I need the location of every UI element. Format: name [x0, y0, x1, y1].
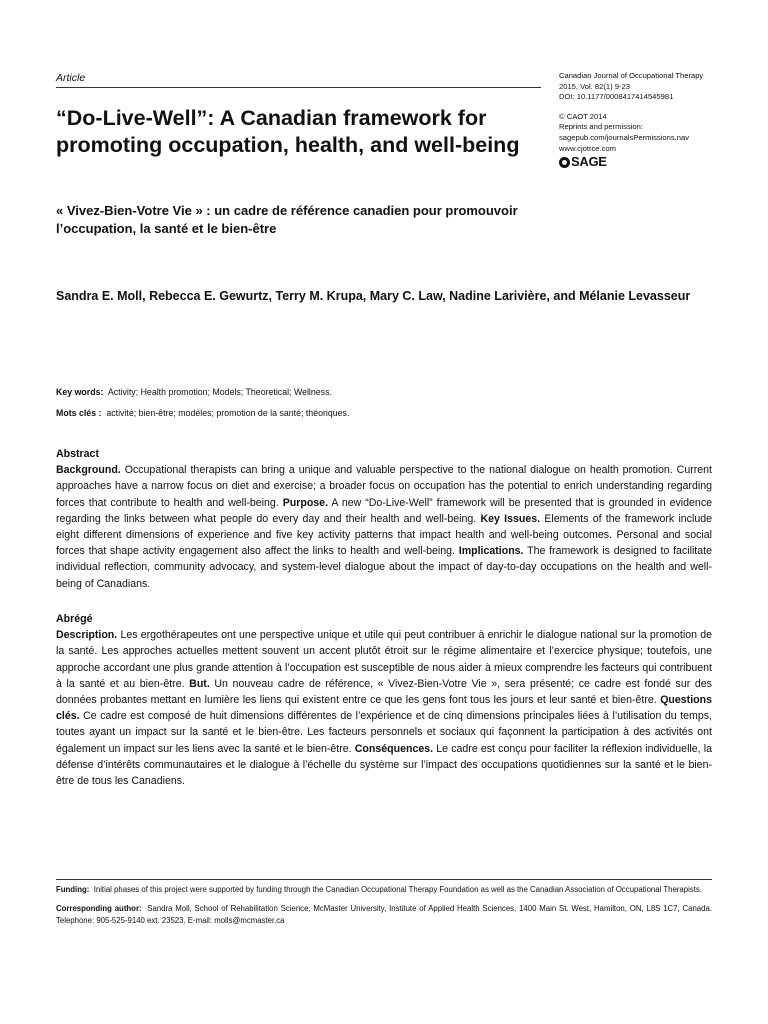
article-title: “Do-Live-Well”: A Canadian framework for promoting occupation, health, and well-being [56, 106, 520, 157]
corresponding-label: Corresponding author: [56, 904, 142, 914]
journal-name: Canadian Journal of Occupational Therapy [559, 71, 704, 80]
publisher-logo [559, 154, 739, 170]
funding-note [56, 884, 712, 895]
journal-volume: 2015, Vol. 82(1) 9-23 [559, 81, 630, 91]
implications-text: The framework is designed to facilitate individual reflection, community advocacy, and system-level dialogue about the impact of day-to-day occupations on the health and well-being of Canadians. [56, 545, 712, 590]
keywords-fr-text: activité; bien-être; modèles; promotion de la santé; théoriques. [106, 408, 350, 418]
footer-divider [56, 879, 712, 880]
keywords-en-text: Activity; Health promotion; Models; Theoretical; Wellness. [107, 387, 332, 397]
description-label: Description. [56, 629, 118, 642]
abrege-section [56, 611, 712, 789]
abrege-heading: Abrégé [56, 613, 93, 625]
keywords-fr [56, 407, 716, 420]
questions-text: Ce cadre est composé de huit dimensions différentes de l’expérience et de cinq dimensions principales liées à l’utilisation du temps, toutes ayant un impact sur la santé et le bien-être. Les facteurs personnels et sociaux qui façonnent la participation à des activités ont également un impact sur les liens avec la santé et le bien-être. [56, 710, 712, 755]
copyright-notice: © CAOT 2014 [559, 111, 607, 121]
footnotes [56, 884, 712, 926]
abstract-body [56, 462, 712, 592]
article-type-label: Article [56, 72, 86, 84]
keywords-fr-label: Mots clés : [56, 408, 102, 418]
key-issues-label: Key Issues. [480, 512, 541, 525]
reprints-label: Reprints and permission: [559, 122, 643, 132]
consequences-text: Le cadre est conçu pour faciliter la réflexion individuelle, la défense d’intérêts communautaires et le dialogue à l’échelle du système sur l’impact des occupations quotidiennes sur la santé et le bien-être de tous les Canadiens. [56, 742, 713, 788]
purpose-text: A new “Do-Live-Well” framework will be presented that is grounded in evidence regarding the links between what people do every day and their health and well-being. [56, 496, 713, 525]
sage-logo-icon [559, 157, 570, 168]
keywords-en [56, 386, 716, 399]
corresponding-text: Sandra Moll, School of Rehabilitation Science, McMaster University, Institute of Applied Health Sciences, 1400 Main St. West, Hamilton, ON, L8S 1C7, Canada. Telephone: 905-525-9140 ext. 23523. E-mail: molls@mcmaster.ca [56, 904, 712, 925]
header-divider [56, 87, 541, 88]
purpose-label: Purpose. [282, 496, 329, 509]
journal-info [559, 71, 739, 168]
publisher-logo-text: SAGE [571, 154, 607, 170]
questions-label: Questions clés. [56, 694, 712, 723]
author-list: Sandra E. Moll, Rebecca E. Gewurtz, Terry M. Krupa, Mary C. Law, Nadine Larivière, and Mélanie Levasseur [56, 289, 691, 303]
keywords-en-label: Key words: [56, 387, 104, 397]
keywords-block [56, 386, 716, 428]
abstract-heading: Abstract [56, 448, 99, 460]
corresponding-author-note [56, 903, 712, 926]
abstract-section [56, 446, 712, 592]
but-label: But. [189, 677, 210, 690]
description-text: Les ergothérapeutes ont une perspective unique et utile qui peut contribuer à enrichir le dialogue national sur la promotion de la santé. Les approches actuelles mettent souvent un accent plutôt étroit sur le régime alimentaire et l’exercice physique; toutefois, une approche accordant une plus grande attention à l’occupation est susceptible de nous aider à mieux comprendre les facteurs qui contribuent à la santé et au bien-être. [56, 629, 712, 690]
journal-doi[interactable]: DOI: 10.1177/0008417414545981 [559, 92, 674, 102]
journal-website-link[interactable]: www.cjotrce.com [559, 143, 616, 153]
background-text: Occupational therapists can bring a unique and valuable perspective to the national dialogue on health promotion. Current approaches have a narrow focus on diet and exercise; a broader focus on occupation has the potential to enrich understanding regarding forces that contribute to health and well-being. [56, 464, 712, 509]
funding-label: Funding: [56, 885, 90, 894]
implications-label: Implications. [458, 545, 524, 558]
abrege-body [56, 627, 712, 789]
funding-text: Initial phases of this project were supported by funding through the Canadian Occupational Therapy Foundation as well as the Canadian Association of Occupational Therapists. [93, 885, 702, 894]
but-text: Un nouveau cadre de référence, « Vivez-Bien-Votre Vie », sera présenté; ce cadre est fondé sur des données probantes mettant en lumière les liens qui existent entre ce que les gens font tous les jours et leur santé et bien-être. [56, 677, 712, 707]
background-label: Background. [56, 464, 121, 477]
french-title: « Vivez-Bien-Votre Vie » : un cadre de référence canadien pour promouvoir l’occupation, la santé et le bien-être [56, 203, 518, 236]
key-issues-text: Elements of the framework include eight different dimensions of experience and five key activity patterns that impact health and well-being outcomes. Personal and social forces that shape activity engagement also affect the links to health and well-being. [56, 512, 713, 558]
consequences-label: Conséquences. [354, 742, 434, 755]
permissions-link[interactable]: sagepub.com/journalsPermissions.nav [559, 132, 690, 142]
